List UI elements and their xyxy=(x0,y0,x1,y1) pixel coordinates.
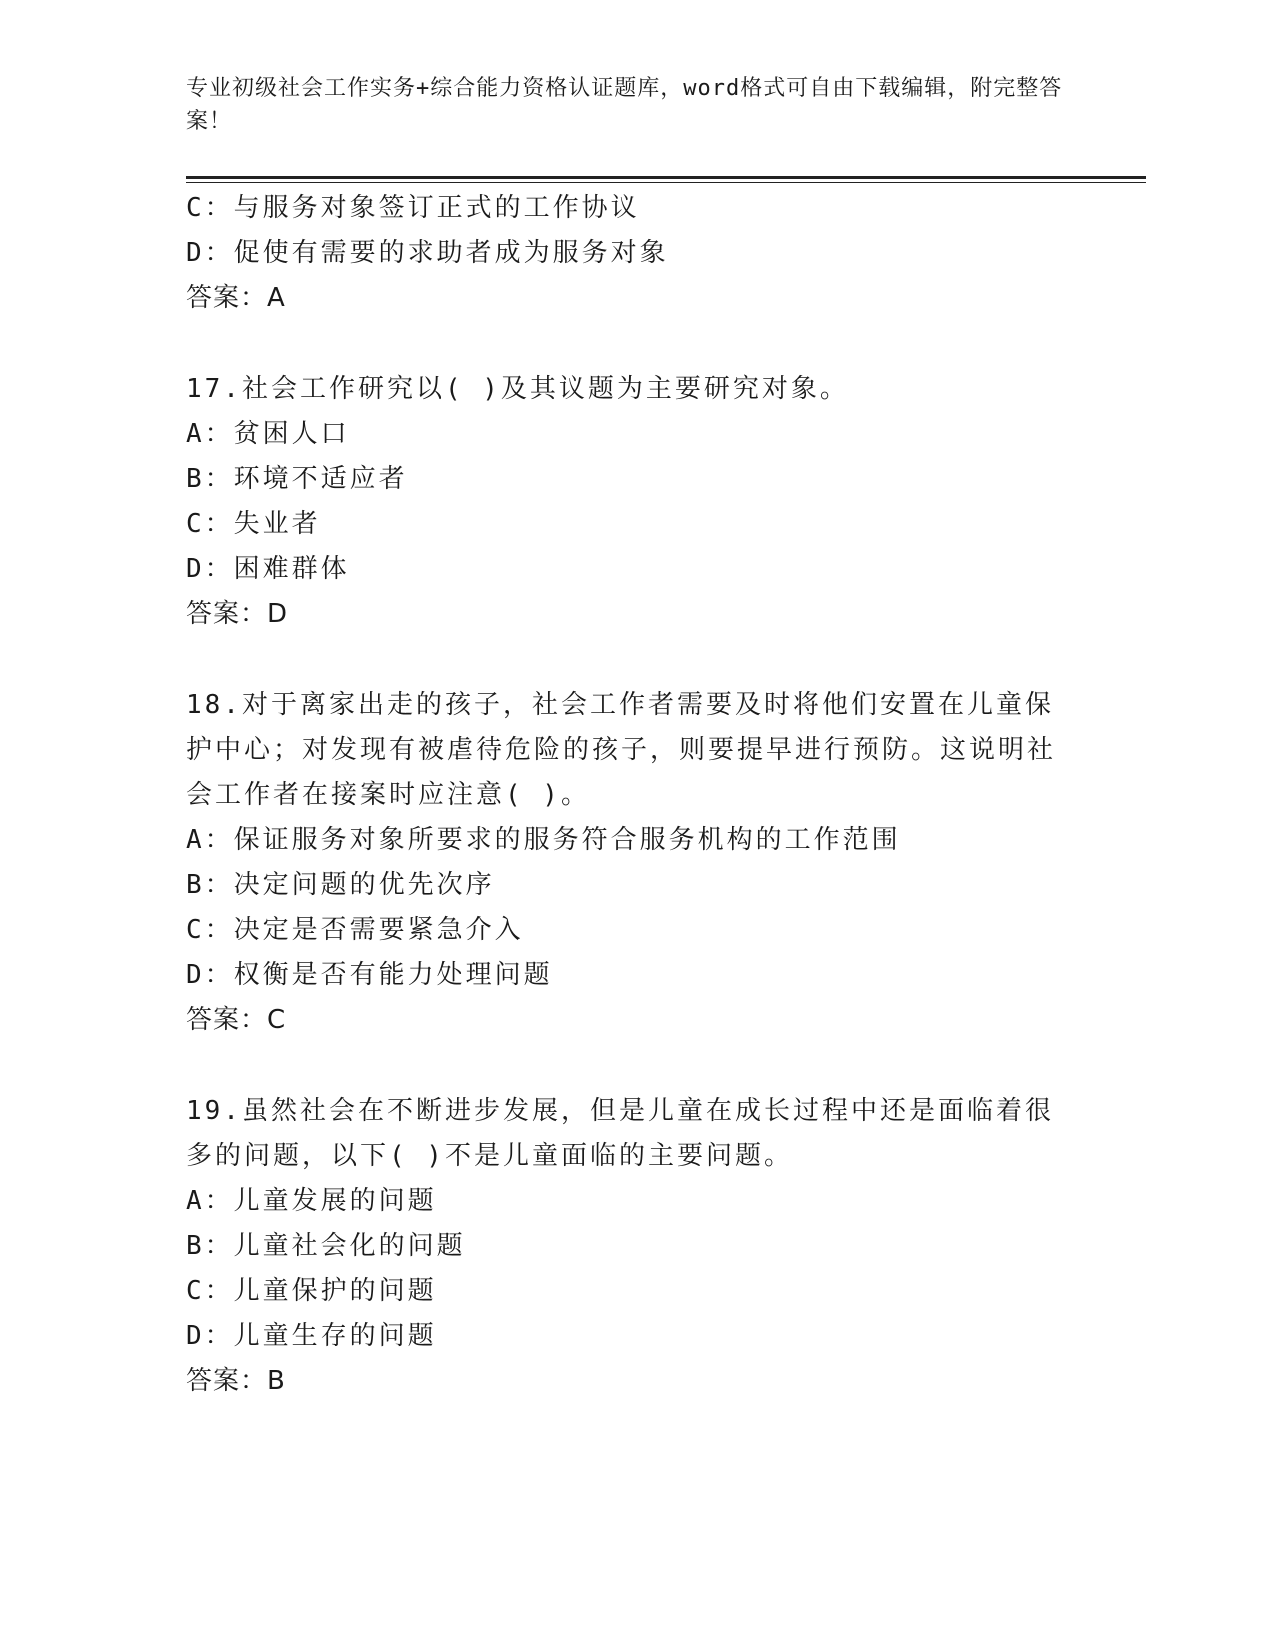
question-19 xyxy=(186,1089,1086,1404)
answer-line: 答案：B xyxy=(186,1366,286,1396)
option-c: C：儿童保护的问题 xyxy=(186,1276,437,1306)
document-header: 专业初级社会工作实务+综合能力资格认证题库，word格式可自由下载编辑，附完整答案！ xyxy=(186,76,1063,134)
question-18 xyxy=(186,683,1086,1043)
option-d: D：儿童生存的问题 xyxy=(186,1321,437,1351)
option-d: D：困难群体 xyxy=(186,554,350,584)
question-17 xyxy=(186,367,1086,637)
answer-line: 答案：D xyxy=(186,599,289,629)
question-stem: 18.对于离家出走的孩子，社会工作者需要及时将他们安置在儿童保护中心；对发现有被虐待危险的孩子，则要提早进行预防。这说明社会工作者在接案时应注意( )。 xyxy=(186,690,1057,810)
option-b: B：决定问题的优先次序 xyxy=(186,870,495,900)
option-d: D：促使有需要的求助者成为服务对象 xyxy=(186,238,669,268)
option-c: C：失业者 xyxy=(186,509,321,539)
continued-question xyxy=(186,186,1086,321)
header-divider-thick xyxy=(186,176,1146,179)
option-b: B：环境不适应者 xyxy=(186,464,408,494)
option-d: D：权衡是否有能力处理问题 xyxy=(186,960,553,990)
option-c: C：决定是否需要紧急介入 xyxy=(186,915,524,945)
option-a: A：儿童发展的问题 xyxy=(186,1186,437,1216)
question-stem: 19.虽然社会在不断进步发展，但是儿童在成长过程中还是面临着很多的问题，以下( )不是儿童面临的主要问题。 xyxy=(186,1096,1054,1171)
option-a: A：贫困人口 xyxy=(186,419,350,449)
question-stem: 17.社会工作研究以( )及其议题为主要研究对象。 xyxy=(186,374,849,404)
answer-line: 答案：C xyxy=(186,1005,287,1035)
header-divider-thin xyxy=(186,182,1146,183)
option-c: C：与服务对象签订正式的工作协议 xyxy=(186,193,640,223)
option-a: A：保证服务对象所要求的服务符合服务机构的工作范围 xyxy=(186,825,901,855)
question-content xyxy=(186,186,1086,1404)
answer-line: 答案：A xyxy=(186,283,286,313)
option-b: B：儿童社会化的问题 xyxy=(186,1231,466,1261)
